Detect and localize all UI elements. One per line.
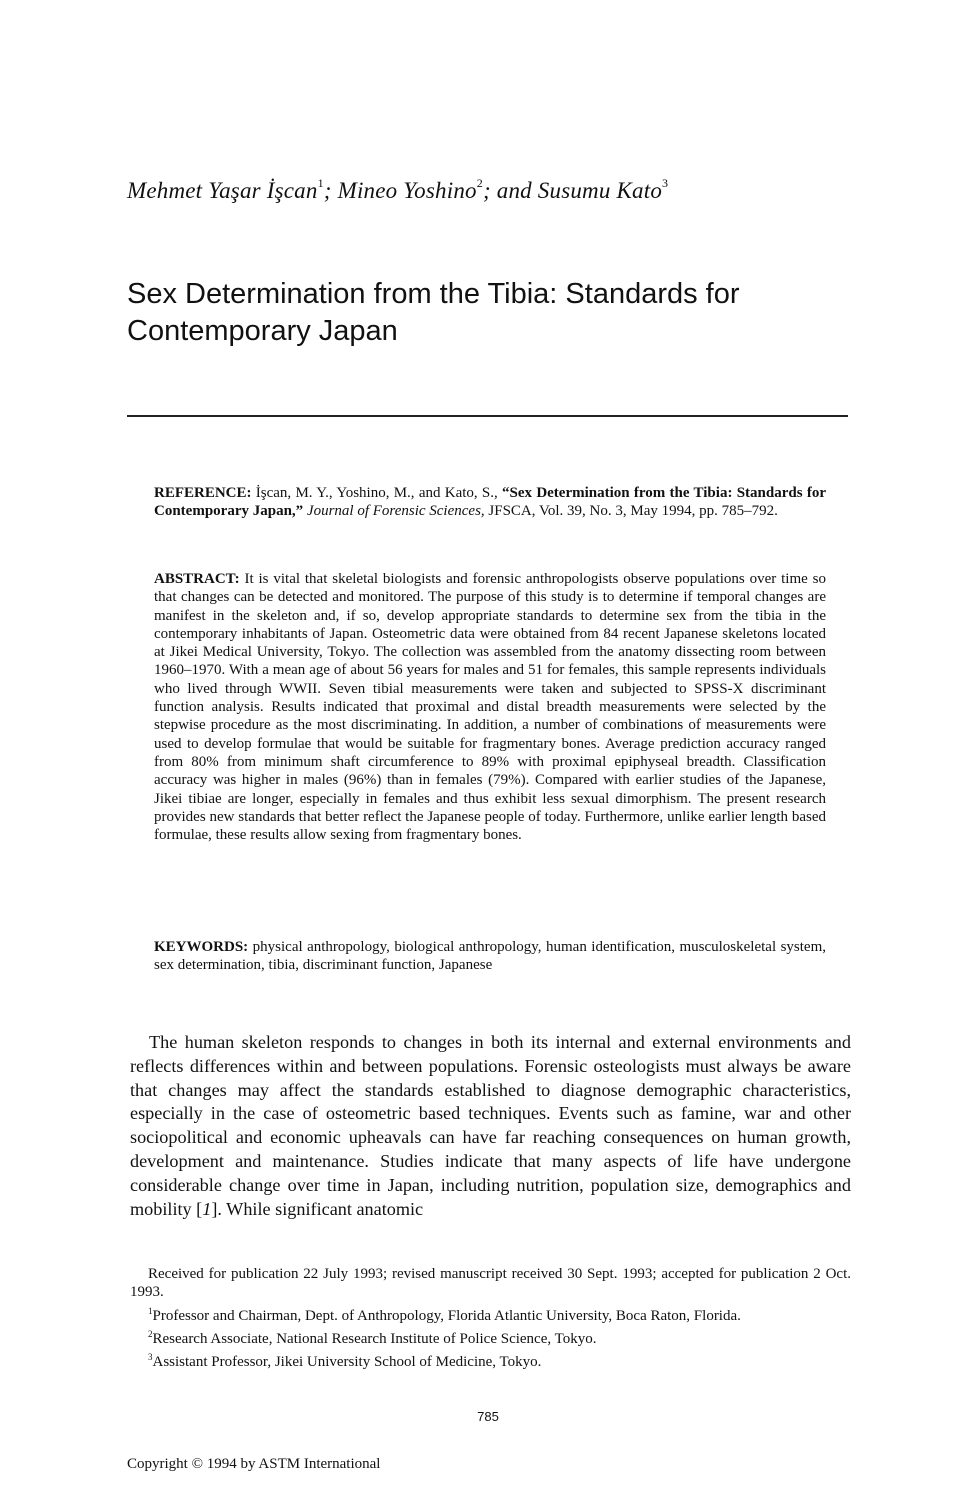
author-name: Susumu Kato — [537, 178, 663, 203]
abstract-block — [154, 570, 826, 844]
reference-authors: İşcan, M. Y., Yoshino, M., and Kato, S., — [251, 485, 503, 501]
reference-citation: JFSCA, Vol. 39, No. 3, May 1994, pp. 785–792. — [484, 503, 778, 520]
body-text — [130, 1031, 851, 1221]
copyright-notice: Copyright © 1994 by ASTM International — [127, 1456, 381, 1472]
author-name: Mineo Yoshino — [337, 178, 477, 203]
reference-block — [154, 484, 826, 521]
author-separator: ; and — [482, 178, 538, 203]
author-name: Mehmet Yaşar İşcan — [127, 178, 318, 203]
keywords-label: KEYWORDS: — [154, 939, 249, 955]
footnote-2 — [130, 1325, 851, 1348]
reference-journal: Journal of Forensic Sciences, — [303, 503, 485, 520]
keywords-block — [154, 938, 826, 975]
affiliation-marker: 3 — [662, 176, 669, 190]
reference-article-title: “Sex Determination from the Tibia: Standards for Contemporary Japan,” — [154, 485, 826, 520]
footnote-text: Professor and Chairman, Dept. of Anthropology, Florida Atlantic University, Boca Raton, Florida. — [152, 1307, 741, 1324]
paragraph-text-end: ]. While significant anatomic — [211, 1198, 424, 1219]
footnotes — [130, 1265, 851, 1371]
affiliation-marker: 1 — [317, 176, 324, 190]
footnote-text: Assistant Professor, Jikei University School of Medicine, Tokyo. — [152, 1354, 542, 1371]
author-line — [127, 176, 668, 204]
footnote-3 — [130, 1348, 851, 1371]
reference-label: REFERENCE: — [154, 485, 252, 501]
affiliation-marker: 2 — [476, 176, 483, 190]
footnote-received: Received for publication 22 July 1993; revised manuscript received 30 Sept. 1993; accepted for publication 2 Oct. 1993. — [130, 1266, 851, 1301]
abstract-label: ABSTRACT: — [154, 571, 240, 587]
page-number: 785 — [477, 1409, 499, 1424]
paper-title: Sex Determination from the Tibia: Standards for Contemporary Japan — [127, 278, 740, 347]
footnote-1 — [130, 1302, 851, 1325]
title-divider — [127, 415, 848, 417]
body-paragraph — [130, 1031, 851, 1221]
footnote-marker: 2 — [148, 1328, 153, 1339]
citation-ref: 1 — [202, 1198, 212, 1219]
footnote-marker: 1 — [148, 1305, 153, 1316]
footnote-marker: 3 — [148, 1352, 153, 1363]
paragraph-text: The human skeleton responds to changes in both its internal and external environments and reflects differences within and between populations. Forensic osteologists must always be aware that changes may affect the standards established to diagnose demographic characteristics, especially in the case of osteometric based techniques. Events such as famine, war and other sociopolitical and economic upheavals can have far reaching consequences on human growth, development and maintenance. Studies indicate that many aspects of life have undergone considerable change over time in Japan, including nutrition, population size, demographics and mobility [ — [130, 1032, 851, 1219]
footnote-text: Research Associate, National Research Institute of Police Science, Tokyo. — [152, 1330, 597, 1347]
keywords-text: physical anthropology, biological anthropology, human identification, musculoskeletal system, sex determination, tibia, discriminant function, Japanese — [154, 939, 826, 974]
author-separator: ; — [323, 178, 338, 203]
abstract-text: It is vital that skeletal biologists and forensic anthropologists observe populations over time so that changes can be detected and monitored. The purpose of this study is to determine if temporal changes are manifest in the skeleton and, if so, develop appropriate standards to determine sex from the tibia in the contemporary inhabitants of Japan. Osteometric data were obtained from 84 recent Japanese skeletons located at Jikei Medical University, Tokyo. The collection was assembled from the anatomy dissecting room between 1960–1970. With a mean age of about 56 years for males and 51 for females, this sample represents individuals who lived through WWII. Seven tibial measurements were taken and subjected to SPSS-X discriminant function analysis. Results indicated that proximal and distal breadth measurements were selected by the stepwise procedure as the most discriminating. In addition, a number of combinations of measurements were used to develop formulae that would be suitable for fragmentary bones. Average prediction accuracy ranged from 80% from minimum shaft circumference to 89% with proximal epiphyseal breadth. Classification accuracy was higher in males (96%) than in females (79%). Compared with earlier studies of the Japanese, Jikei tibiae are longer, especially in females and thus exhibit less sexual dimorphism. The present research provides new standards that better reflect the Japanese people of today. Furthermore, unlike earlier length based formulae, these results allow sexing from fragmentary bones. — [154, 571, 826, 844]
